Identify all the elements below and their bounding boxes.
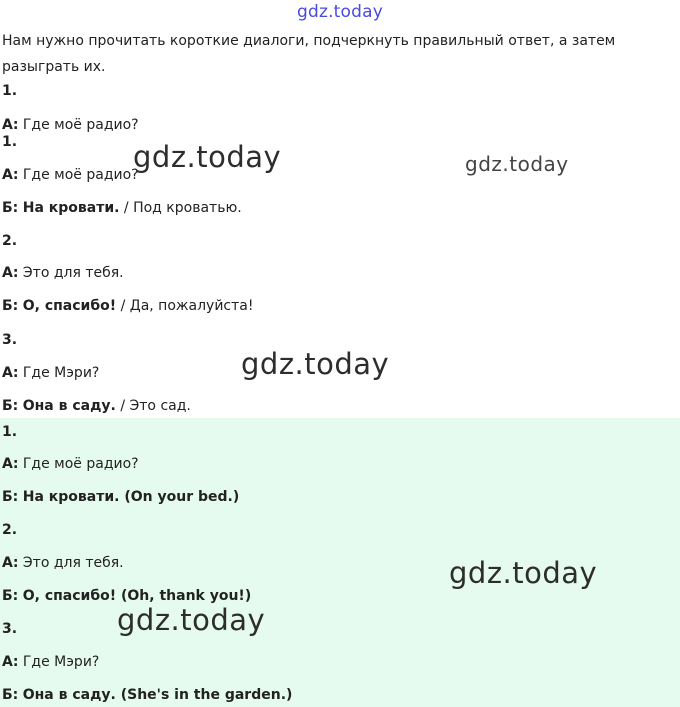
question-text: Это для тебя. (22, 555, 124, 571)
exercise-2-number: 2. (2, 233, 18, 249)
speaker-label: А: (2, 265, 19, 281)
answer-2-number: 2. (2, 522, 18, 538)
answer-text: Она в саду. (She's in the garden.) (22, 687, 293, 703)
answer-3-question (2, 651, 99, 673)
exercise-3-number: 3. (2, 332, 18, 348)
clipped-speaker: А: (2, 117, 19, 132)
speaker-label: А: (2, 654, 19, 670)
speaker-label: Б: (2, 398, 19, 414)
answer-text: На кровати. (On your bed.) (22, 489, 240, 505)
answer-1-reply (2, 486, 239, 508)
watermark: gdz.today (117, 603, 266, 637)
answer-3-number: 3. (2, 621, 18, 637)
speaker-label: Б: (2, 200, 19, 216)
exercise-3-question (2, 362, 99, 384)
task-description: Нам нужно прочитать короткие диалоги, подчеркнуть правильный ответ, а затем разыграть их. (2, 33, 616, 75)
watermark: gdz.today (241, 347, 390, 381)
exercise-2-answer (2, 295, 253, 317)
question-text: Это для тебя. (22, 265, 124, 281)
speaker-label: Б: (2, 298, 19, 314)
watermark: gdz.today (465, 152, 569, 176)
alternative-answer: / Под кроватью. (123, 200, 242, 216)
answer-text: О, спасибо! (Oh, thank you!) (22, 588, 252, 604)
speaker-label: А: (2, 456, 19, 472)
exercise-3-answer (2, 395, 191, 417)
speaker-label: Б: (2, 687, 19, 703)
question-text: Где Мэри? (22, 365, 100, 381)
speaker-label: Б: (2, 588, 19, 604)
exercise-2-question (2, 262, 124, 284)
correct-answer: О, спасибо! (22, 298, 117, 314)
answer-3-reply (2, 684, 292, 706)
watermark: gdz.today (449, 556, 598, 590)
watermark: gdz.today (133, 140, 282, 174)
speaker-label: А: (2, 167, 19, 183)
alternative-answer: / Это сад. (120, 398, 191, 414)
clipped-line (0, 110, 680, 132)
answer-1-number: 1. (2, 424, 18, 440)
exercise-1-number: 1. (2, 134, 18, 150)
question-text: Где моё радио? (22, 167, 139, 183)
exercise-1-answer (2, 197, 242, 219)
correct-answer: Она в саду. (22, 398, 116, 414)
speaker-label: А: (2, 555, 19, 571)
alternative-answer: / Да, пожалуйста! (120, 298, 254, 314)
correct-answer: На кровати. (22, 200, 120, 216)
question-text: Где Мэри? (22, 654, 100, 670)
answer-1-question (2, 453, 139, 475)
speaker-label: А: (2, 365, 19, 381)
site-logo-link[interactable]: gdz.today (296, 2, 384, 22)
clipped-item-number: 1. (2, 83, 18, 99)
speaker-label: Б: (2, 489, 19, 505)
question-text: Где моё радио? (22, 456, 139, 472)
clipped-text: Где моё радио? (22, 117, 139, 132)
answer-2-question (2, 552, 124, 574)
exercise-1-question (2, 164, 139, 186)
